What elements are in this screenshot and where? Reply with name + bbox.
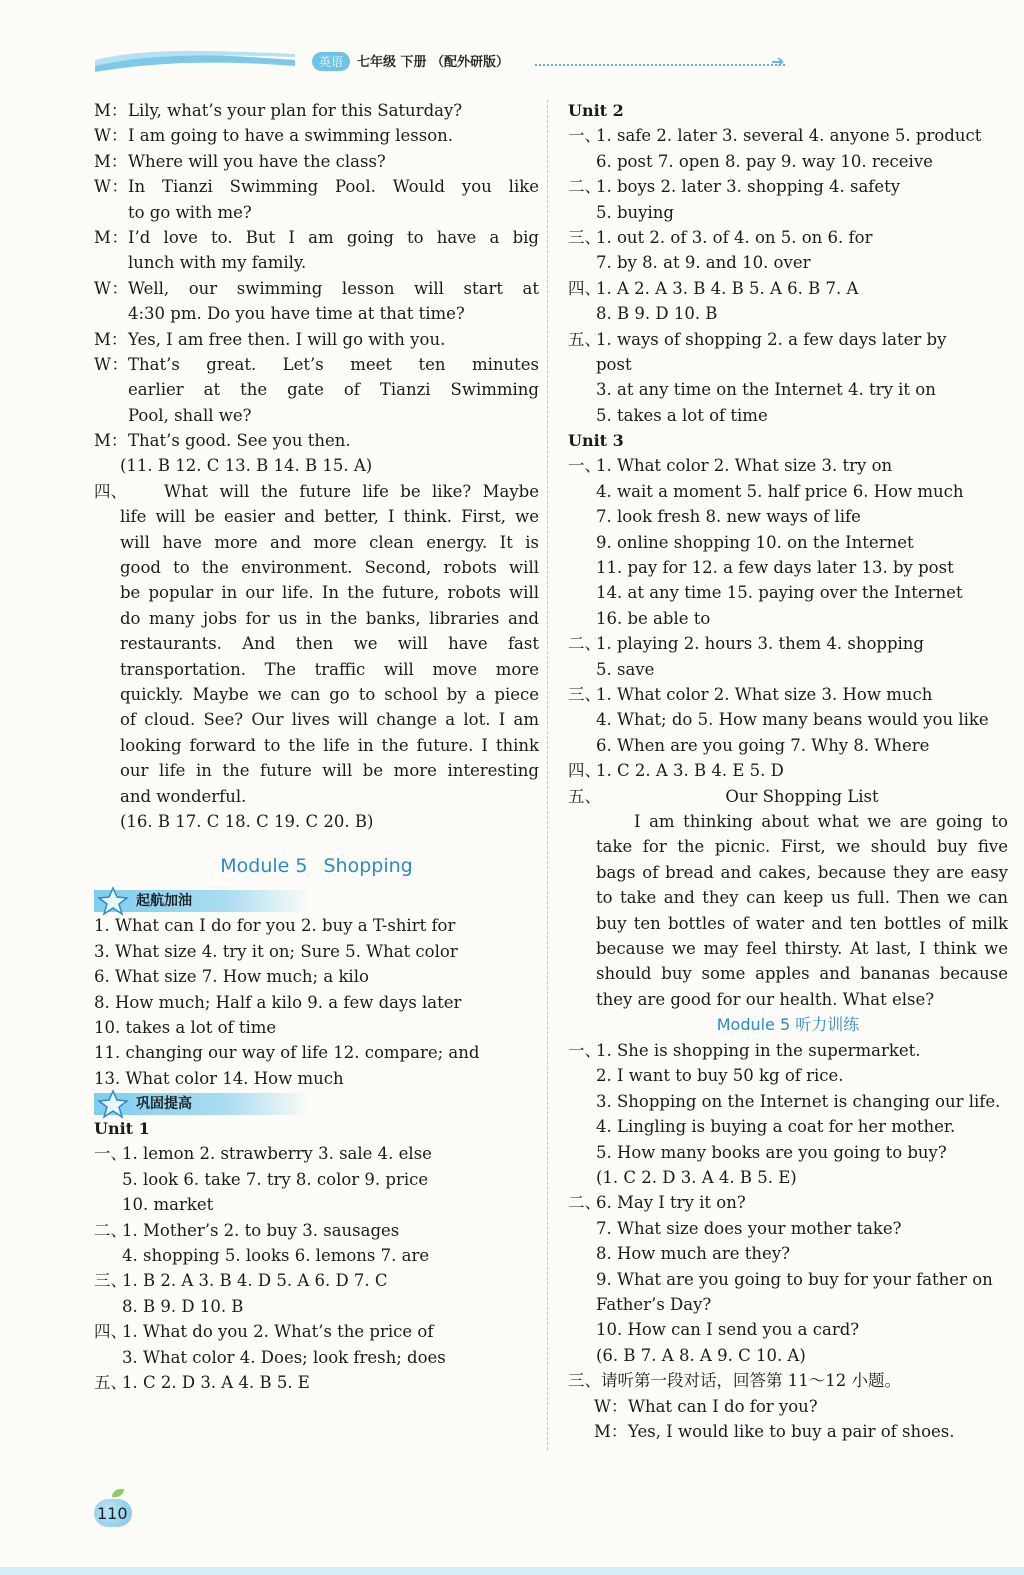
answer-line: 5. buying [596,202,674,222]
answer-line: 4. What; do 5. How many beans would you like [596,710,989,730]
dialogue-line: W：That’s great. Let’s meet ten minutes [94,354,539,374]
answer-line: 一、1. safe 2. later 3. several 4. anyone 5. product [568,126,982,146]
essay-line: transportation. The traffic will move more [120,659,539,679]
dialogue-line: M：Where will you have the class? [94,151,386,171]
answer-line: 16. be able to [596,608,711,628]
answer-line: 8. B 9. D 10. B [596,304,718,324]
answer-line: Father’s Day? [596,1294,712,1314]
listening-answers [568,1038,1008,1368]
unit-heading: Unit 1 [94,1119,150,1139]
dialogue-line: M：I’d love to. But I am going to have a big [94,227,539,247]
dialogue-line: Pool, shall we? [128,405,252,425]
answer-line: 14. at any time 15. paying over the Internet [596,583,963,603]
answer-line: 三、1. What color 2. What size 3. How much [568,684,933,704]
header-dotted-line [535,64,785,66]
dialogue-line: 4:30 pm. Do you have time at that time? [128,304,465,324]
essay-line: buy ten bottles of water and ten bottles of milk [596,913,1008,933]
answer-line: 13. What color 14. How much [94,1068,344,1088]
unit2-answers [568,123,1008,428]
part3-intro: 三、请听第一段对话，回答第 11～12 小题。 [568,1371,901,1391]
dialogue-line: lunch with my family. [128,253,307,273]
essay-line: to take and they can keep us full. Then we can [596,888,1008,908]
dialogue-line: M：Yes, I would like to buy a pair of shoes. [594,1421,955,1441]
essay-line: good to the environment. Second, robots will [120,558,539,578]
essay-line: quickly. Maybe we can go to school by a piece [120,684,539,704]
essay-line: because we may feel thirsty. At last, I think we [596,938,1008,958]
essay-line: restaurants. And then we will have fast [120,634,539,654]
answer-line: 4. shopping 5. looks 6. lemons 7. are [122,1246,430,1266]
essay-line: 四、 What will the future life be like? Maybe [94,481,539,501]
answer-line: 一、1. She is shopping in the supermarket. [568,1041,921,1061]
answer-line: post [596,354,632,374]
answer-line: 三、1. B 2. A 3. B 4. D 5. A 6. D 7. C [94,1271,388,1291]
answer-line: 10. How can I send you a card? [596,1320,860,1340]
dialogue-line: earlier at the gate of Tianzi Swimming [128,380,539,400]
leaf-icon [112,1489,124,1497]
dialogue-line: to go with me? [128,202,252,222]
answer-line: 二、1. playing 2. hours 3. them 4. shopping [568,634,924,654]
answer-line: 二、1. Mother’s 2. to buy 3. sausages [94,1220,400,1240]
answer-line: 二、1. boys 2. later 3. shopping 4. safety [568,177,901,197]
page-header [95,40,785,80]
essay-future-life [94,479,539,834]
listening-section-title: Module 5 听力训练 [716,1015,860,1035]
header-wave-decoration [95,48,295,74]
answer-line: 5. save [596,659,655,679]
answer-line: 五、1. C 2. D 3. A 4. B 5. E [94,1372,310,1392]
essay-shopping-list [568,784,1008,1013]
answer-line: 四、1. C 2. A 3. B 4. E 5. D [568,761,784,781]
essay-line: life will be easier and better, I think. First, we [120,507,539,527]
answer-line: 8. How much are they? [596,1244,790,1264]
answer-line: 一、1. What color 2. What size 3. try on [568,456,893,476]
essay-line: they are good for our health. What else? [596,989,935,1009]
answer-key-11-15: (11. B 12. C 13. B 14. B 15. A) [120,456,373,476]
answer-line: 1. What can I do for you 2. buy a T-shirt for [94,916,456,936]
answer-line: 5. How many books are you going to buy? [596,1142,947,1162]
answer-line: 3. What color 4. Does; look fresh; does [122,1347,446,1367]
answer-line: 三、1. out 2. of 3. of 4. on 5. on 6. for [568,227,873,247]
dialogue-line: W：I am going to have a swimming lesson. [94,126,454,146]
arrow-right-icon: ➔ [771,52,785,71]
answer-line: 8. How much; Half a kilo 9. a few days later [94,992,462,1012]
essay-line: and wonderful. [120,786,247,806]
essay-line: take for the picnic. First, we should buy five [596,837,1008,857]
dialogue-line: W：Well, our swimming lesson will start at [94,278,539,298]
answer-line: 3. at any time on the Internet 4. try it on [596,380,936,400]
answer-line: 10. takes a lot of time [94,1017,277,1037]
essay-line: of cloud. See? Our lives will change a lot. I am [120,710,539,730]
left-column [94,98,539,1395]
essay-line: be popular in our life. In the future, robots will [120,583,539,603]
answer-line: 2. I want to buy 50 kg of rice. [596,1066,844,1086]
subject-badge: 英语 [312,52,350,71]
dialogue-line: M：Yes, I am free then. I will go with you. [94,329,446,349]
unit1-answers [94,1141,539,1395]
unit3-answers [568,453,1008,783]
section-bar-warmup: 起航加油 [94,890,311,912]
answer-line: 10. market [122,1195,214,1215]
essay-line: do many jobs for us in the banks, libraries and [120,608,539,628]
answer-line: 7. by 8. at 9. and 10. over [596,253,811,273]
answer-line: (1. C 2. D 3. A 4. B 5. E) [596,1168,797,1188]
answer-line: 6. post 7. open 8. pay 9. way 10. receive [596,151,933,171]
answer-key-16-20: (16. B 17. C 18. C 19. C 20. B) [120,811,374,831]
answer-line: 一、1. lemon 2. strawberry 3. sale 4. else [94,1144,432,1164]
page-number: 110 [94,1497,134,1527]
column-divider [547,100,548,1450]
answer-line: 7. look fresh 8. new ways of life [596,507,861,527]
book-title: 七年级 下册 （配外研版） [357,55,510,70]
answer-line: 4. Lingling is buying a coat for her mother. [596,1117,956,1137]
essay-line: our life in the future will be more interesting [120,761,539,781]
answer-line: 6. What size 7. How much; a kilo [94,967,369,987]
dialogue [94,98,539,453]
answer-line: 7. What size does your mother take? [596,1218,902,1238]
essay-line: I am thinking about what we are going to [634,811,1008,831]
dialogue-line: M：Lily, what’s your plan for this Saturday? [94,101,463,120]
answer-line: 11. pay for 12. a few days later 13. by post [596,558,954,578]
essay-title: 五、 Our Shopping List [568,786,879,806]
essay-line: will have more and more clean energy. It is [120,532,539,552]
module-title: Module 5 Shopping [220,855,413,878]
part3-dialogue [568,1394,1008,1445]
answer-line: 4. wait a moment 5. half price 6. How much [596,481,964,501]
answer-line: (6. B 7. A 8. A 9. C 10. A) [596,1345,806,1365]
answer-line: 四、1. A 2. A 3. B 4. B 5. A 6. B 7. A [568,278,859,298]
section-bar-consolidate: 巩固提高 [94,1093,311,1115]
answer-line: 3. Shopping on the Internet is changing our life. [596,1091,1001,1111]
essay-line: bags of bread and cakes, because they are easy [596,862,1008,882]
dialogue-line: W：What can I do for you? [594,1396,818,1416]
dialogue-line: W：In Tianzi Swimming Pool. Would you like [94,177,539,197]
answer-line: 5. takes a lot of time [596,405,768,425]
right-column [568,98,1008,1444]
star-icon [96,886,130,916]
dialogue-line: M：That’s good. See you then. [94,431,351,451]
answer-line: 二、6. May I try it on? [568,1193,746,1213]
answer-line: 11. changing our way of life 12. compare; and [94,1043,480,1063]
warmup-answers [94,913,539,1091]
essay-line: looking forward to the life in the future. I think [120,735,539,755]
answer-line: 6. When are you going 7. Why 8. Where [596,735,930,755]
essay-line: should buy some apples and bananas because [596,964,1008,984]
answer-line: 8. B 9. D 10. B [122,1296,244,1316]
bottom-band [0,1567,1024,1575]
unit-heading: Unit 2 [568,101,624,120]
answer-line: 五、1. ways of shopping 2. a few days later by [568,329,947,349]
answer-line: 5. look 6. take 7. try 8. color 9. price [122,1169,429,1189]
answer-line: 四、1. What do you 2. What’s the price of [94,1322,434,1342]
answer-line: 9. online shopping 10. on the Internet [596,532,914,552]
unit-heading: Unit 3 [568,431,624,451]
answer-line: 3. What size 4. try it on; Sure 5. What color [94,941,458,961]
answer-line: 9. What are you going to buy for your father on [596,1269,993,1289]
star-icon [96,1089,130,1119]
